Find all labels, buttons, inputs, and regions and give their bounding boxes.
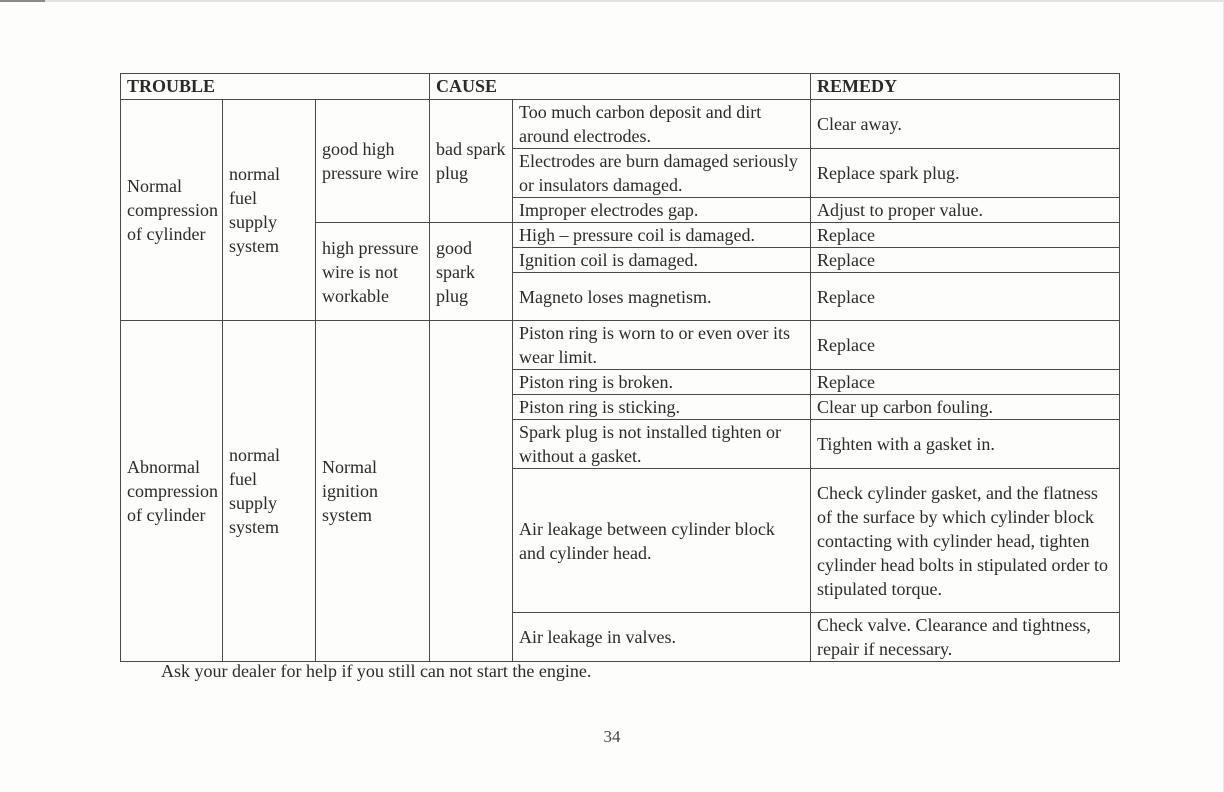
table-row bbox=[121, 321, 1120, 370]
spark-plug-good: good spark plug bbox=[430, 223, 513, 321]
spark-plug-bad: bad spark plug bbox=[430, 100, 513, 223]
trouble-text: Normal compression of cylinder bbox=[127, 176, 218, 244]
cause-cell: Improper electrodes gap. bbox=[513, 198, 811, 223]
cause-cell: Spark plug is not installed tighten or without a gasket. bbox=[513, 420, 811, 469]
header-row bbox=[121, 74, 1120, 100]
remedy-cell: Replace spark plug. bbox=[811, 149, 1120, 198]
ignition-normal: Normal ignition system bbox=[316, 321, 430, 662]
footer-note: Ask your dealer for help if you still can not start the engine. bbox=[161, 661, 592, 681]
cause-cell: High – pressure coil is damaged. bbox=[513, 223, 811, 248]
cause-cell: Too much carbon deposit and dirt around electrodes. bbox=[513, 100, 811, 149]
scan-top-edge bbox=[0, 0, 1224, 2]
fuel-supply-normal: normal fuel supply system bbox=[223, 100, 316, 321]
remedy-cell: Clear away. bbox=[811, 100, 1120, 149]
empty-cause-cell bbox=[430, 321, 513, 662]
cause-cell: Electrodes are burn damaged seriously or insulators damaged. bbox=[513, 149, 811, 198]
remedy-cell: Check cylinder gasket, and the flatness of the surface by which cylinder block contacting with cylinder head, tighten cylinder head bolts in stipulated order to stipulated torque. bbox=[811, 469, 1120, 613]
remedy-cell: Replace bbox=[811, 273, 1120, 321]
remedy-cell: Adjust to proper value. bbox=[811, 198, 1120, 223]
header-remedy: REMEDY bbox=[811, 74, 1120, 100]
cause-cell: Piston ring is worn to or even over its wear limit. bbox=[513, 321, 811, 370]
remedy-cell: Replace bbox=[811, 248, 1120, 273]
table-row bbox=[121, 100, 1120, 149]
cause-cell: Air leakage between cylinder block and cylinder head. bbox=[513, 469, 811, 613]
troubleshooting-table bbox=[120, 73, 1120, 662]
cause-cell: Piston ring is sticking. bbox=[513, 395, 811, 420]
remedy-cell: Check valve. Clearance and tightness, repair if necessary. bbox=[811, 613, 1120, 662]
page-number: 34 bbox=[603, 727, 621, 746]
wire-good: good high pressure wire bbox=[316, 100, 430, 223]
cause-cell: Magneto loses magnetism. bbox=[513, 273, 811, 321]
trouble-abnormal-compression: Abnormal compression of cylinder bbox=[121, 321, 223, 662]
remedy-cell: Replace bbox=[811, 321, 1120, 370]
fuel-supply-normal: normal fuel supply system bbox=[223, 321, 316, 662]
remedy-cell: Replace bbox=[811, 370, 1120, 395]
header-cause: CAUSE bbox=[430, 74, 811, 100]
wire-not-workable: high pressure wire is not workable bbox=[316, 223, 430, 321]
header-trouble: TROUBLE bbox=[121, 74, 430, 100]
remedy-cell: Tighten with a gasket in. bbox=[811, 420, 1120, 469]
trouble-normal-compression bbox=[121, 100, 223, 321]
cause-cell: Air leakage in valves. bbox=[513, 613, 811, 662]
cause-cell: Ignition coil is damaged. bbox=[513, 248, 811, 273]
remedy-cell: Replace bbox=[811, 223, 1120, 248]
cause-cell: Piston ring is broken. bbox=[513, 370, 811, 395]
remedy-cell: Clear up carbon fouling. bbox=[811, 395, 1120, 420]
